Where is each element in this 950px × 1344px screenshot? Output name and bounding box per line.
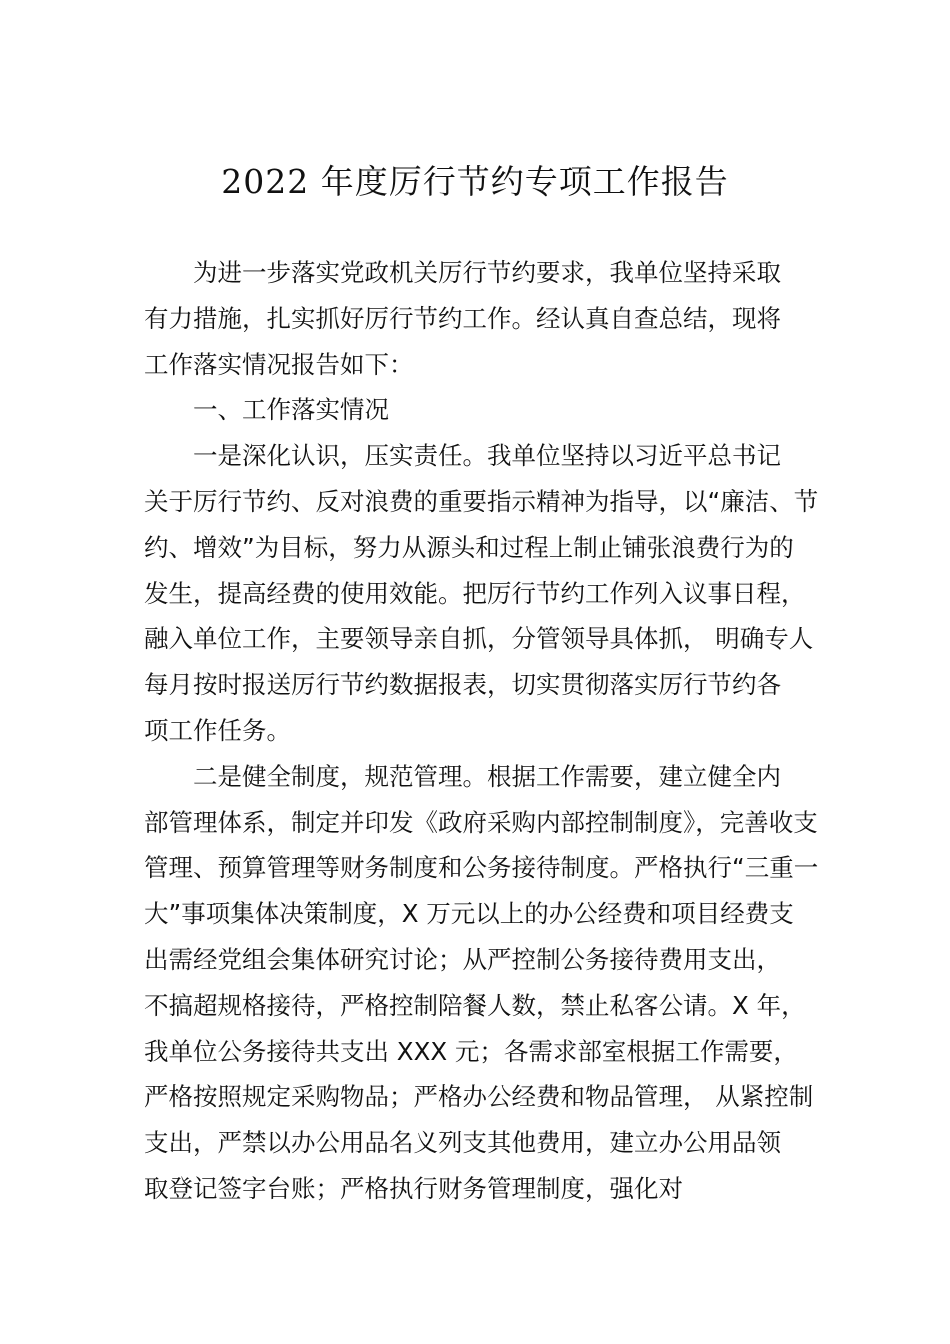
text-line: 有力措施，扎实抓好厉行节约工作。经认真自查总结，现将 bbox=[144, 303, 781, 333]
text-line: 融入单位工作，主要领导亲自抓，分管领导具体抓， 明确专人 bbox=[144, 624, 814, 654]
paragraph-intro bbox=[144, 250, 816, 387]
section-heading bbox=[144, 387, 816, 433]
text-line: 每月按时报送厉行节约数据报表，切实贯彻落实厉行节约各 bbox=[144, 670, 781, 700]
text-line: 约、增效”为目标，努力从源头和过程上制止铺张浪费行为的 bbox=[144, 532, 794, 562]
document-title: 2022 年度厉行节约专项工作报告 bbox=[221, 162, 729, 201]
text-line: 二是健全制度，规范管理。根据工作需要，建立健全内 bbox=[193, 761, 781, 791]
text-line: 关于厉行节约、反对浪费的重要指示精神为指导，以“廉洁、节 bbox=[144, 486, 819, 516]
document-body bbox=[144, 250, 819, 1212]
text-line: 工作落实情况报告如下： bbox=[144, 349, 414, 379]
text-line: 管理、预算管理等财务制度和公务接待制度。严格执行“三重一 bbox=[144, 853, 819, 883]
paragraph-management bbox=[144, 754, 819, 1212]
text-line: 项工作任务。 bbox=[144, 715, 291, 745]
text-line: 严格按照规定采购物品；严格办公经费和物品管理， 从紧控制 bbox=[144, 1082, 814, 1112]
text-line: 取登记签字台账；严格执行财务管理制度，强化对 bbox=[144, 1173, 683, 1203]
section-heading-text: 一、工作落实情况 bbox=[193, 395, 389, 425]
text-line: 大”事项集体决策制度，X 万元以上的办公经费和项目经费支 bbox=[144, 899, 794, 929]
paragraph-responsibility bbox=[144, 433, 819, 754]
text-line: 出需经党组会集体研究讨论；从严控制公务接待费用支出， bbox=[144, 944, 781, 974]
text-line: 部管理体系，制定并印发《政府采购内部控制制度》，完善收支 bbox=[144, 807, 818, 837]
text-line: 为进一步落实党政机关厉行节约要求，我单位坚持采取 bbox=[193, 258, 781, 287]
text-line: 一是深化认识，压实责任。我单位坚持以习近平总书记 bbox=[193, 441, 781, 471]
text-line: 我单位公务接待共支出 XXX 元；各需求部室根据工作需要， bbox=[144, 1036, 798, 1066]
text-line: 支出，严禁以办公用品名义列支其他费用，建立办公用品领 bbox=[144, 1128, 781, 1158]
text-line: 不搞超规格接待，严格控制陪餐人数，禁止私客公请。X 年， bbox=[144, 990, 806, 1020]
text-line: 发生，提高经费的使用效能。把厉行节约工作列入议事日程， bbox=[144, 578, 806, 608]
